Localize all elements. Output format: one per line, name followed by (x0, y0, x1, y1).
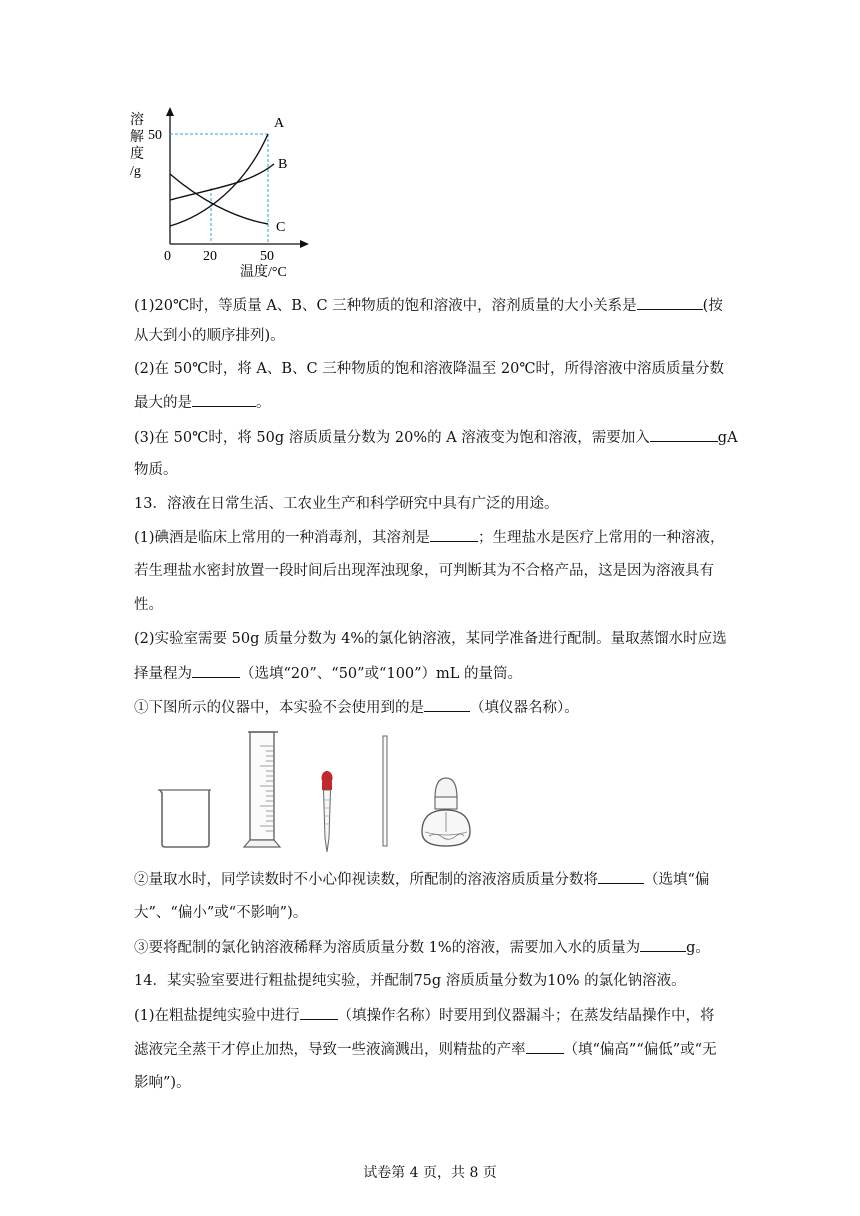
q13-2c-line: ③要将配制的氯化钠溶液稀释为溶质质量分数 1%的溶液，需要加入水的质量为 g。 (134, 937, 710, 958)
alcohol-lamp-icon (422, 778, 470, 846)
y-label-char-2: 解 (130, 130, 144, 145)
answer-blank[interactable] (430, 527, 478, 542)
q14-title: 14．某实验室要进行粗盐提纯实验，并配制75g 溶质质量分数为10% 的氯化钠溶液。 (134, 973, 686, 989)
q12-3-line2: 物质。 (134, 462, 178, 478)
y-label-char-4: /g (130, 164, 141, 179)
q14-1-line3: 影响”)。 (134, 1075, 191, 1091)
q12-1-line1: (1)20℃时，等质量 A、B、C 三种物质的饱和溶液中，溶剂质量的大小关系是 (按 (134, 295, 723, 316)
q13-2a-line: ①下图所示的仪器中，本实验不会使用到的是 （填仪器名称）。 (134, 697, 579, 718)
answer-blank[interactable] (598, 869, 644, 884)
x-tick-0: 0 (164, 249, 171, 264)
answer-blank[interactable] (300, 1005, 338, 1020)
instruments-figure (150, 728, 490, 852)
answer-blank[interactable] (192, 392, 256, 407)
series-line-a (170, 134, 268, 226)
q13-2b-line2: 大”、“偏小”或“不影响”)。 (134, 905, 308, 921)
answer-blank[interactable] (640, 937, 686, 952)
dropper-icon (322, 771, 333, 852)
beaker-icon (158, 790, 211, 847)
series-label-c: C (276, 220, 286, 235)
q13-1-line3: 性。 (134, 597, 163, 613)
y-label-char-1: 溶 (130, 113, 144, 128)
q12-2-line1: (2)在 50℃时，将 A、B、C 三种物质的饱和溶液降温至 20℃时，所得溶液中溶质质量分数 (134, 361, 725, 377)
page-footer: 试卷第 4 页，共 8 页 (363, 1165, 497, 1181)
answer-blank[interactable] (526, 1039, 564, 1054)
x-axis-arrow (300, 240, 309, 248)
y-tick-50: 50 (148, 128, 162, 143)
graduated-cylinder-icon (244, 732, 280, 847)
q12-2-line2: 最大的是 。 (134, 392, 271, 413)
answer-blank[interactable] (637, 295, 703, 310)
answer-blank[interactable] (192, 663, 240, 678)
x-tick-50: 50 (260, 249, 274, 264)
y-axis-arrow (166, 107, 174, 116)
q13-1-line1: (1)碘酒是临床上常用的一种消毒剂，其溶剂是 ；生理盐水是医疗上常用的一种溶液， (134, 527, 725, 548)
q13-2b-line1: ②量取水时，同学读数时不小心仰视读数，所配制的溶液溶质质量分数将 （选填“偏 (134, 869, 709, 890)
solubility-chart (124, 104, 310, 280)
q13-title: 13．溶液在日常生活、工农业生产和科学研究中具有广泛的用途。 (134, 496, 559, 512)
x-tick-20: 20 (203, 249, 217, 264)
q13-2-line2: 择量程为 （选填“20”、“50”或“100”）mL 的量筒。 (134, 663, 522, 684)
y-label-char-3: 度 (130, 147, 144, 162)
q12-1-line2: 从大到小的顺序排列)。 (134, 328, 285, 344)
q14-1-line1: (1)在粗盐提纯实验中进行 （填操作名称）时要用到仪器漏斗；在蒸发结晶操作中，将 (134, 1005, 715, 1026)
q13-1-line2: 若生理盐水密封放置一段时间后出现浑浊现象，可判断其为不合格产品，这是因为溶液具有 (134, 563, 714, 579)
answer-blank[interactable] (424, 697, 470, 712)
series-line-b (170, 164, 274, 200)
q14-1-line2: 滤液完全蒸干才停止加热，导致一些液滴溅出，则精盐的产率 （填“偏高”“偏低”或“无 (134, 1039, 717, 1060)
q12-3-line1: (3)在 50℃时，将 50g 溶质质量分数为 20%的 A 溶液变为饱和溶液，需要加入 gA (134, 427, 738, 448)
q13-2-line1: (2)实验室需要 50g 质量分数为 4%的氯化钠溶液，某同学准备进行配制。量取蒸馏水时应选 (134, 631, 727, 647)
glass-rod-icon (383, 736, 387, 846)
series-label-b: B (278, 157, 288, 172)
series-label-a: A (274, 116, 285, 131)
x-axis-label: 温度/°C (240, 265, 287, 280)
answer-blank[interactable] (650, 427, 718, 442)
